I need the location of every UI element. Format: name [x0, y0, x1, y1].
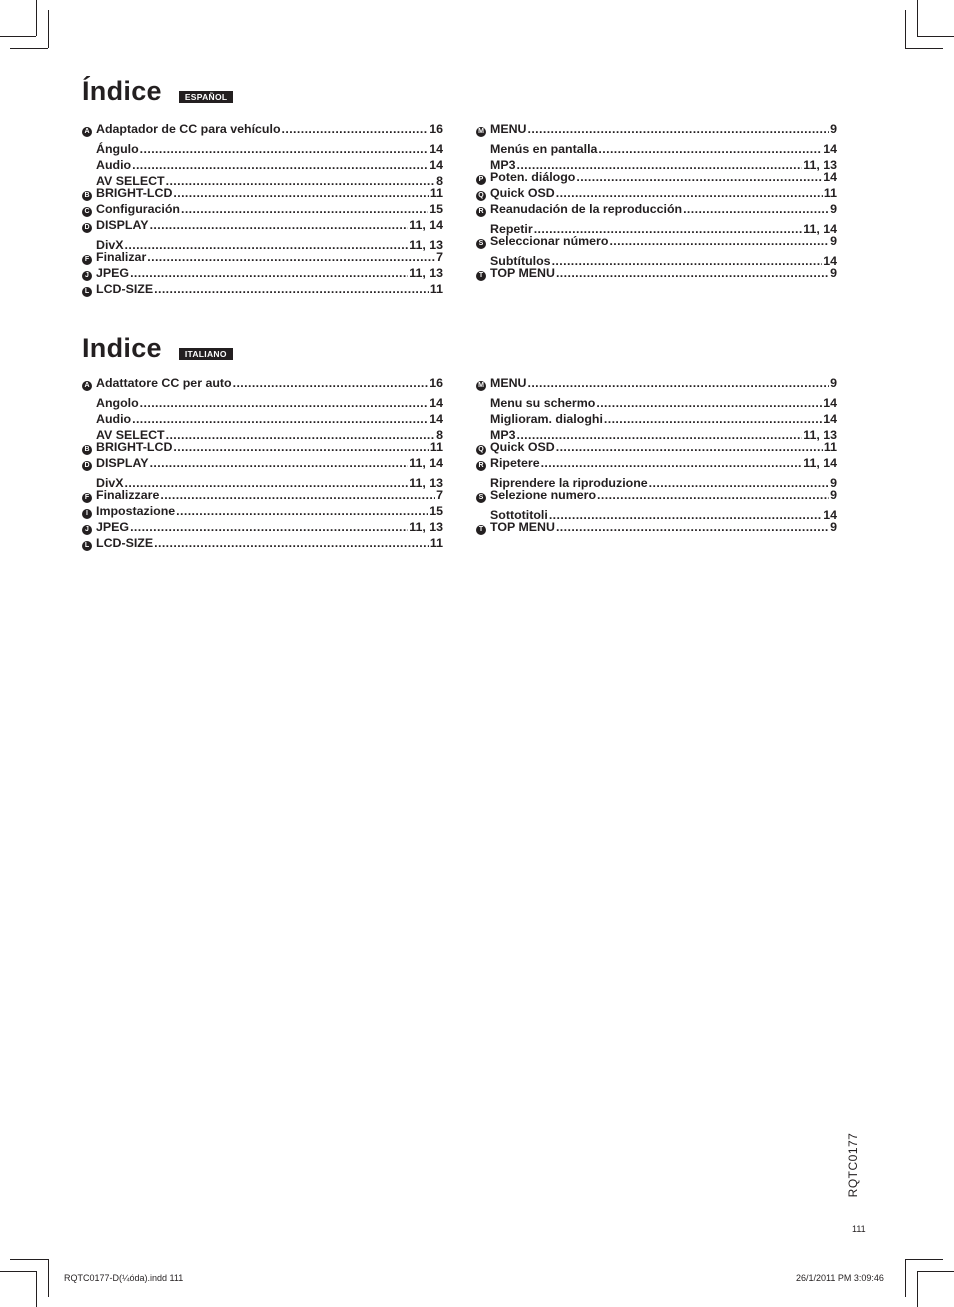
- letter-marker-glyph: L: [82, 287, 92, 297]
- index-term: DivX: [96, 238, 124, 252]
- letter-marker: [82, 252, 96, 268]
- index-term: Configuración: [96, 202, 180, 216]
- page-reference: 11, 14: [409, 218, 443, 232]
- page-reference: 14: [823, 412, 837, 426]
- page-reference: 16: [429, 376, 443, 390]
- letter-marker: [82, 204, 96, 220]
- index-term: MP3: [490, 428, 516, 442]
- index-entry: [476, 471, 837, 490]
- index-term: Poten. diálogo: [490, 170, 576, 184]
- index-entry: [82, 391, 443, 410]
- letter-marker-glyph: M: [476, 127, 486, 137]
- index-entry: [82, 265, 443, 281]
- section-header-it: [82, 333, 233, 363]
- letter-marker: [82, 391, 96, 407]
- index-entry: [82, 487, 443, 503]
- dot-leader: [598, 141, 822, 157]
- index-term: Finalizar: [96, 250, 147, 264]
- letter-marker-glyph: A: [82, 127, 92, 137]
- letter-marker-glyph: J: [82, 525, 92, 535]
- dot-leader: [556, 519, 829, 535]
- index-term: Selezione numero: [490, 488, 597, 502]
- page-reference: 9: [830, 234, 837, 248]
- letter-marker: [82, 471, 96, 487]
- index-term: AV SELECT: [96, 174, 165, 188]
- index-entry: [82, 217, 443, 233]
- index-entry: [82, 249, 443, 265]
- index-column-right-es: [476, 121, 837, 281]
- crop-mark: [10, 48, 48, 49]
- index-entry: [476, 169, 837, 185]
- index-term: TOP MENU: [490, 266, 555, 280]
- letter-marker-glyph: D: [82, 223, 92, 233]
- dot-leader: [140, 141, 429, 157]
- dot-leader: [130, 519, 408, 535]
- dot-leader: [154, 281, 429, 297]
- letter-marker: [476, 423, 490, 439]
- letter-marker-glyph: T: [476, 271, 486, 281]
- letter-marker: [476, 188, 490, 204]
- index-entry: [476, 249, 837, 268]
- index-term: Angolo: [96, 396, 139, 410]
- index-entry: [82, 185, 443, 201]
- page-reference: 11, 13: [409, 266, 443, 280]
- letter-marker: [476, 137, 490, 153]
- letter-marker-glyph: P: [476, 175, 486, 185]
- crop-mark: [48, 10, 49, 48]
- page-reference: 11, 14: [803, 456, 837, 470]
- page-reference: 11: [429, 440, 443, 454]
- crop-mark: [917, 0, 918, 36]
- index-term: JPEG: [96, 520, 130, 534]
- letter-marker: [82, 506, 96, 522]
- letter-marker: [82, 233, 96, 249]
- letter-marker: [476, 503, 490, 519]
- dot-leader: [597, 487, 829, 503]
- dot-leader: [604, 411, 822, 427]
- letter-marker: [82, 284, 96, 300]
- page-reference: 11, 13: [409, 238, 443, 252]
- index-term: Audio: [96, 158, 132, 172]
- index-term: MENU: [490, 376, 527, 390]
- page-reference: 11, 13: [409, 520, 443, 534]
- letter-marker: [82, 268, 96, 284]
- page-reference: 9: [830, 202, 837, 216]
- index-term: BRIGHT-LCD: [96, 440, 173, 454]
- index-term: DivX: [96, 476, 124, 490]
- dot-leader: [527, 375, 829, 391]
- index-entry: [476, 487, 837, 503]
- page-reference: 11: [429, 186, 443, 200]
- page-reference: 11, 13: [803, 158, 837, 172]
- letter-marker-glyph: D: [82, 461, 92, 471]
- dot-leader: [683, 201, 829, 217]
- index-entry: [82, 121, 443, 137]
- index-term: Subtítulos: [490, 254, 551, 268]
- letter-marker-glyph: I: [82, 509, 92, 519]
- index-term: DISPLAY: [96, 456, 149, 470]
- letter-marker-glyph: S: [476, 239, 486, 249]
- index-entry: [82, 375, 443, 391]
- page-reference: 14: [429, 412, 443, 426]
- dot-leader: [609, 233, 829, 249]
- dot-leader: [556, 439, 823, 455]
- index-term: TOP MENU: [490, 520, 555, 534]
- letter-marker-glyph: R: [476, 207, 486, 217]
- letter-marker: [476, 268, 490, 284]
- index-term: Impostazione: [96, 504, 176, 518]
- index-term: LCD-SIZE: [96, 536, 154, 550]
- letter-marker-glyph: S: [476, 493, 486, 503]
- page-reference: 14: [823, 254, 837, 268]
- dot-leader: [150, 455, 409, 471]
- letter-marker: [82, 538, 96, 554]
- document-code-text: RQTC0177: [846, 1132, 860, 1198]
- page-reference: 14: [429, 396, 443, 410]
- letter-marker: [82, 153, 96, 169]
- index-entry: [82, 535, 443, 551]
- dot-leader: [556, 265, 829, 281]
- page-reference: 9: [830, 122, 837, 136]
- letter-marker: [82, 407, 96, 423]
- crop-mark: [917, 1271, 954, 1272]
- index-entry: [476, 455, 837, 471]
- page-reference: 8: [436, 428, 443, 442]
- page-reference: 9: [830, 266, 837, 280]
- crop-mark: [36, 1271, 37, 1307]
- index-entry: [476, 137, 837, 156]
- letter-marker: [476, 172, 490, 188]
- language-badge: ITALIANO: [179, 348, 233, 360]
- language-badge: ESPAÑOL: [179, 91, 234, 103]
- crop-mark: [905, 1259, 906, 1297]
- letter-marker-glyph: Q: [476, 191, 486, 201]
- index-term: JPEG: [96, 266, 130, 280]
- section-title: Indice: [82, 333, 162, 363]
- dot-leader: [132, 411, 428, 427]
- dot-leader: [147, 249, 435, 265]
- crop-mark: [917, 36, 954, 37]
- letter-marker-glyph: A: [82, 381, 92, 391]
- index-entry: [476, 201, 837, 217]
- index-term: Sottotitoli: [490, 508, 548, 522]
- dot-leader: [173, 185, 428, 201]
- dot-leader: [154, 535, 429, 551]
- index-entry: [476, 217, 837, 236]
- page-reference: 14: [429, 158, 443, 172]
- dot-leader: [233, 375, 429, 391]
- letter-marker: [476, 522, 490, 538]
- letter-marker-glyph: F: [82, 493, 92, 503]
- index-entry: [476, 265, 837, 281]
- crop-mark: [36, 0, 37, 36]
- index-term: Menu su schermo: [490, 396, 596, 410]
- dot-leader: [140, 395, 429, 411]
- index-entry: [82, 137, 443, 156]
- letter-marker: [476, 391, 490, 407]
- letter-marker: [82, 522, 96, 538]
- crop-mark: [48, 1259, 49, 1297]
- index-term: Quick OSD: [490, 186, 555, 200]
- letter-marker-glyph: B: [82, 191, 92, 201]
- dot-leader: [176, 503, 428, 519]
- dot-leader: [596, 395, 822, 411]
- letter-marker: [476, 217, 490, 233]
- dot-leader: [150, 217, 409, 233]
- dot-leader: [181, 201, 428, 217]
- page-reference: 14: [823, 142, 837, 156]
- letter-marker: [476, 471, 490, 487]
- index-entry: [476, 503, 837, 522]
- crop-mark: [905, 1259, 943, 1260]
- letter-marker-glyph: Q: [476, 445, 486, 455]
- letter-marker: [476, 153, 490, 169]
- section-header-es: [82, 76, 233, 106]
- letter-marker: [82, 442, 96, 458]
- page-reference: 14: [429, 142, 443, 156]
- page-reference: 15: [429, 202, 443, 216]
- dot-leader: [556, 185, 823, 201]
- index-term: BRIGHT-LCD: [96, 186, 173, 200]
- index-entry: [476, 233, 837, 249]
- letter-marker: [82, 169, 96, 185]
- letter-marker-glyph: L: [82, 541, 92, 551]
- index-term: Audio: [96, 412, 132, 426]
- dot-leader: [527, 121, 829, 137]
- crop-mark: [905, 48, 943, 49]
- page-reference: 16: [429, 122, 443, 136]
- index-term: MENU: [490, 122, 527, 136]
- document-code: [845, 1130, 861, 1200]
- index-entry: [476, 375, 837, 391]
- page-reference: 9: [830, 520, 837, 534]
- crop-mark: [10, 1259, 48, 1260]
- index-entry: [82, 519, 443, 535]
- page-reference: 7: [436, 250, 443, 264]
- section-title: Índice: [82, 76, 162, 106]
- letter-marker-glyph: C: [82, 207, 92, 217]
- letter-marker: [82, 137, 96, 153]
- dot-leader: [132, 157, 428, 173]
- letter-marker-glyph: M: [476, 381, 486, 391]
- index-entry: [82, 201, 443, 217]
- dot-leader: [541, 455, 803, 471]
- index-entry: [476, 519, 837, 535]
- crop-mark: [917, 1271, 918, 1307]
- index-term: Ripetere: [490, 456, 540, 470]
- index-entry: [82, 503, 443, 519]
- page-number: 111: [852, 1224, 866, 1234]
- index-term: Repetir: [490, 222, 533, 236]
- index-entry: [82, 281, 443, 297]
- page-reference: 11: [429, 282, 443, 296]
- index-term: DISPLAY: [96, 218, 149, 232]
- index-term: Menús en pantalla: [490, 142, 598, 156]
- letter-marker: [82, 490, 96, 506]
- index-entry: [476, 121, 837, 137]
- letter-marker-glyph: J: [82, 271, 92, 281]
- index-column-right-it: [476, 375, 837, 535]
- index-term: Seleccionar número: [490, 234, 609, 248]
- letter-marker: [476, 407, 490, 423]
- index-term: Reanudación de la reproducción: [490, 202, 683, 216]
- page-reference: 11, 14: [803, 222, 837, 236]
- index-entry: [82, 455, 443, 471]
- dot-leader: [173, 439, 428, 455]
- index-term: Ángulo: [96, 142, 139, 156]
- letter-marker-glyph: B: [82, 445, 92, 455]
- crop-mark: [0, 36, 36, 37]
- dot-leader: [282, 121, 429, 137]
- index-entry: [82, 471, 443, 490]
- index-entry: [82, 233, 443, 252]
- crop-mark: [905, 10, 906, 48]
- letter-marker: [476, 442, 490, 458]
- page-reference: 11: [823, 186, 837, 200]
- footer-timestamp: 26/1/2011 PM 3:09:46: [796, 1273, 884, 1283]
- dot-leader: [130, 265, 408, 281]
- letter-marker-glyph: F: [82, 255, 92, 265]
- index-term: Miglioram. dialoghi: [490, 412, 603, 426]
- index-column-left-es: [82, 121, 443, 297]
- footer-file-info: RQTC0177-D(¼óda).indd 111: [64, 1273, 184, 1283]
- page-reference: 8: [436, 174, 443, 188]
- index-term: Adaptador de CC para vehículo: [96, 122, 281, 136]
- page-reference: 7: [436, 488, 443, 502]
- page-reference: 9: [830, 488, 837, 502]
- index-entry: [476, 439, 837, 455]
- index-term: MP3: [490, 158, 516, 172]
- index-term: Riprendere la riproduzione: [490, 476, 648, 490]
- page-reference: 11, 13: [803, 428, 837, 442]
- page-reference: 11, 14: [409, 456, 443, 470]
- index-entry: [476, 185, 837, 201]
- letter-marker-glyph: T: [476, 525, 486, 535]
- index-term: LCD-SIZE: [96, 282, 154, 296]
- letter-marker: [476, 249, 490, 265]
- index-term: Adattatore CC per auto: [96, 376, 232, 390]
- letter-marker: [82, 188, 96, 204]
- dot-leader: [160, 487, 435, 503]
- index-term: Finalizzare: [96, 488, 160, 502]
- index-entry: [476, 391, 837, 410]
- index-term: Quick OSD: [490, 440, 555, 454]
- index-column-left-it: [82, 375, 443, 551]
- index-entry: [82, 439, 443, 455]
- page-reference: 11: [823, 440, 837, 454]
- page-reference: 15: [429, 504, 443, 518]
- crop-mark: [0, 1271, 36, 1272]
- page-reference: 9: [830, 476, 837, 490]
- page-reference: 11, 13: [409, 476, 443, 490]
- page-reference: 14: [823, 396, 837, 410]
- letter-marker-glyph: R: [476, 461, 486, 471]
- index-term: AV SELECT: [96, 428, 165, 442]
- letter-marker: [82, 423, 96, 439]
- page-reference: 14: [823, 508, 837, 522]
- page-reference: 14: [823, 170, 837, 184]
- dot-leader: [576, 169, 822, 185]
- page-reference: 11: [429, 536, 443, 550]
- page-reference: 9: [830, 376, 837, 390]
